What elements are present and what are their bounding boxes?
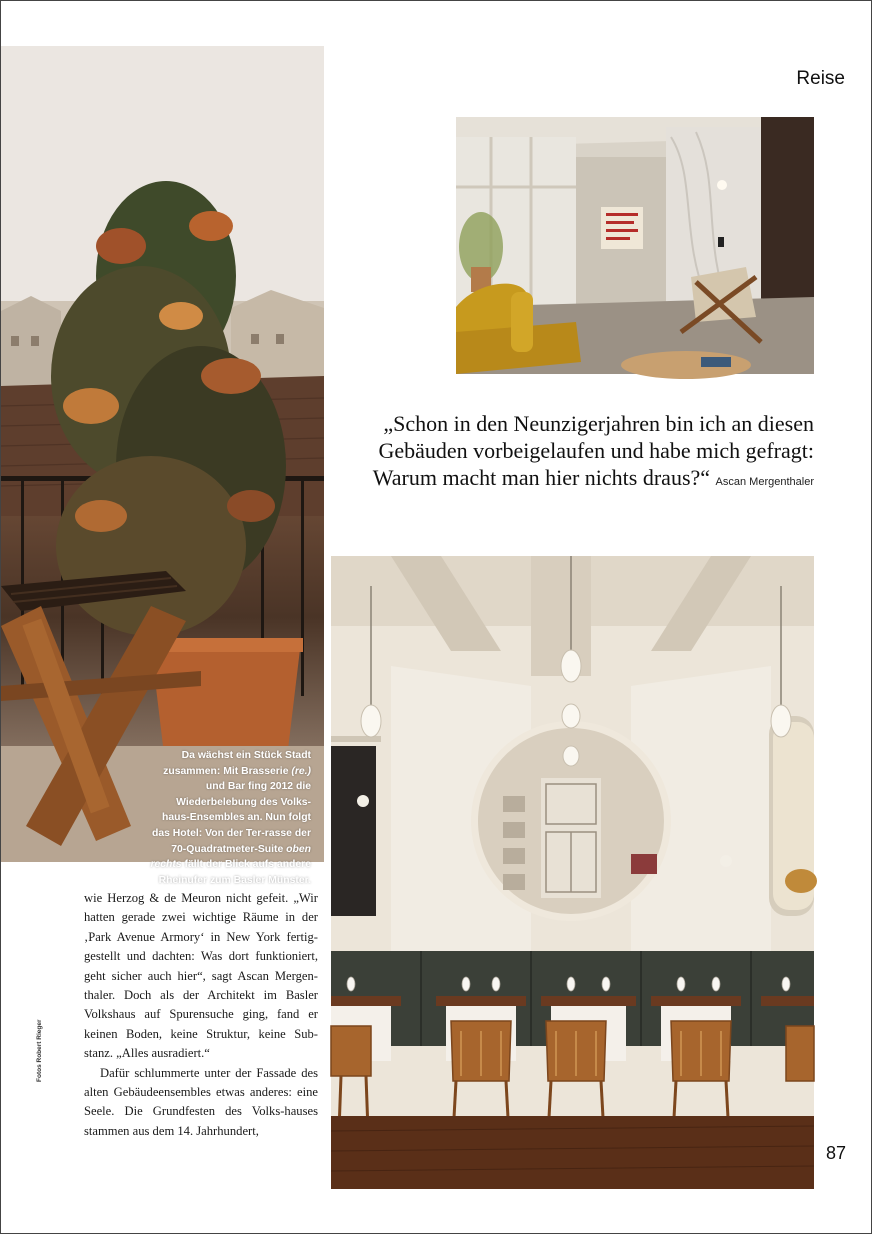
quote-author: Ascan Mergenthaler (715, 476, 814, 488)
caption-text-1: Da wächst ein Stück Stadt zusammen: Mit Brasserie (163, 750, 311, 777)
page-number: 87 (825, 1143, 846, 1163)
suite-photo (456, 117, 814, 374)
brasserie-photo (331, 556, 814, 1189)
article-paragraph-2: Dafür schlummerte unter der Fassade des alten Gebäudeensembles etwas anderes: eine Seele. Die Grundfesten des Volks-hauses stammen aus dem 14. Jahrhundert, (84, 1065, 318, 1138)
brasserie-photo-illustration (331, 556, 814, 1189)
caption-emphasis-2: oben rechts (150, 843, 311, 871)
article-body (84, 889, 318, 1141)
terrace-photo (1, 46, 324, 886)
caption-text-2: und Bar fing 2012 die Wiederbelebung des Volks-haus-Ensembles an. Nun folgt das Hotel: Von der Ter-rasse der 70-Quadratmeter-Suite (152, 781, 311, 855)
quote-text: „Schon in den Neunzigerjahren bin ich an diesen Gebäuden vorbeigelaufen und habe mich gefragt: Warum macht man hier nichts draus?“ (372, 411, 814, 490)
suite-photo-illustration (456, 117, 814, 374)
caption-emphasis-1: (re.) (291, 765, 311, 777)
caption-text-3: fällt der Blick aufs andere Rheinufer zum Basler Münster. (158, 859, 311, 886)
photo-caption (149, 748, 311, 888)
article-paragraph-1: wie Herzog & de Meuron nicht gefeit. „Wir hatten gerade zwei wichtige Räume in der ‚Park Avenue Armory‘ in New York fertig-gestellt und dachten: Was dort funktioniert, geht sicher auch hier“, sagt Ascan Mergen-thaler. Doch als der Architekt im Basler Volkshaus auf Spurensuche ging, fand er keinen Boden, keine Struktur, keine Sub-stanz. „Alles ausradiert.“ (84, 891, 318, 1061)
section-label: Reise (796, 68, 845, 89)
terrace-photo-illustration (1, 46, 324, 862)
pull-quote (360, 410, 814, 496)
photo-credit: Fotos Robert Rieger (36, 1019, 43, 1082)
